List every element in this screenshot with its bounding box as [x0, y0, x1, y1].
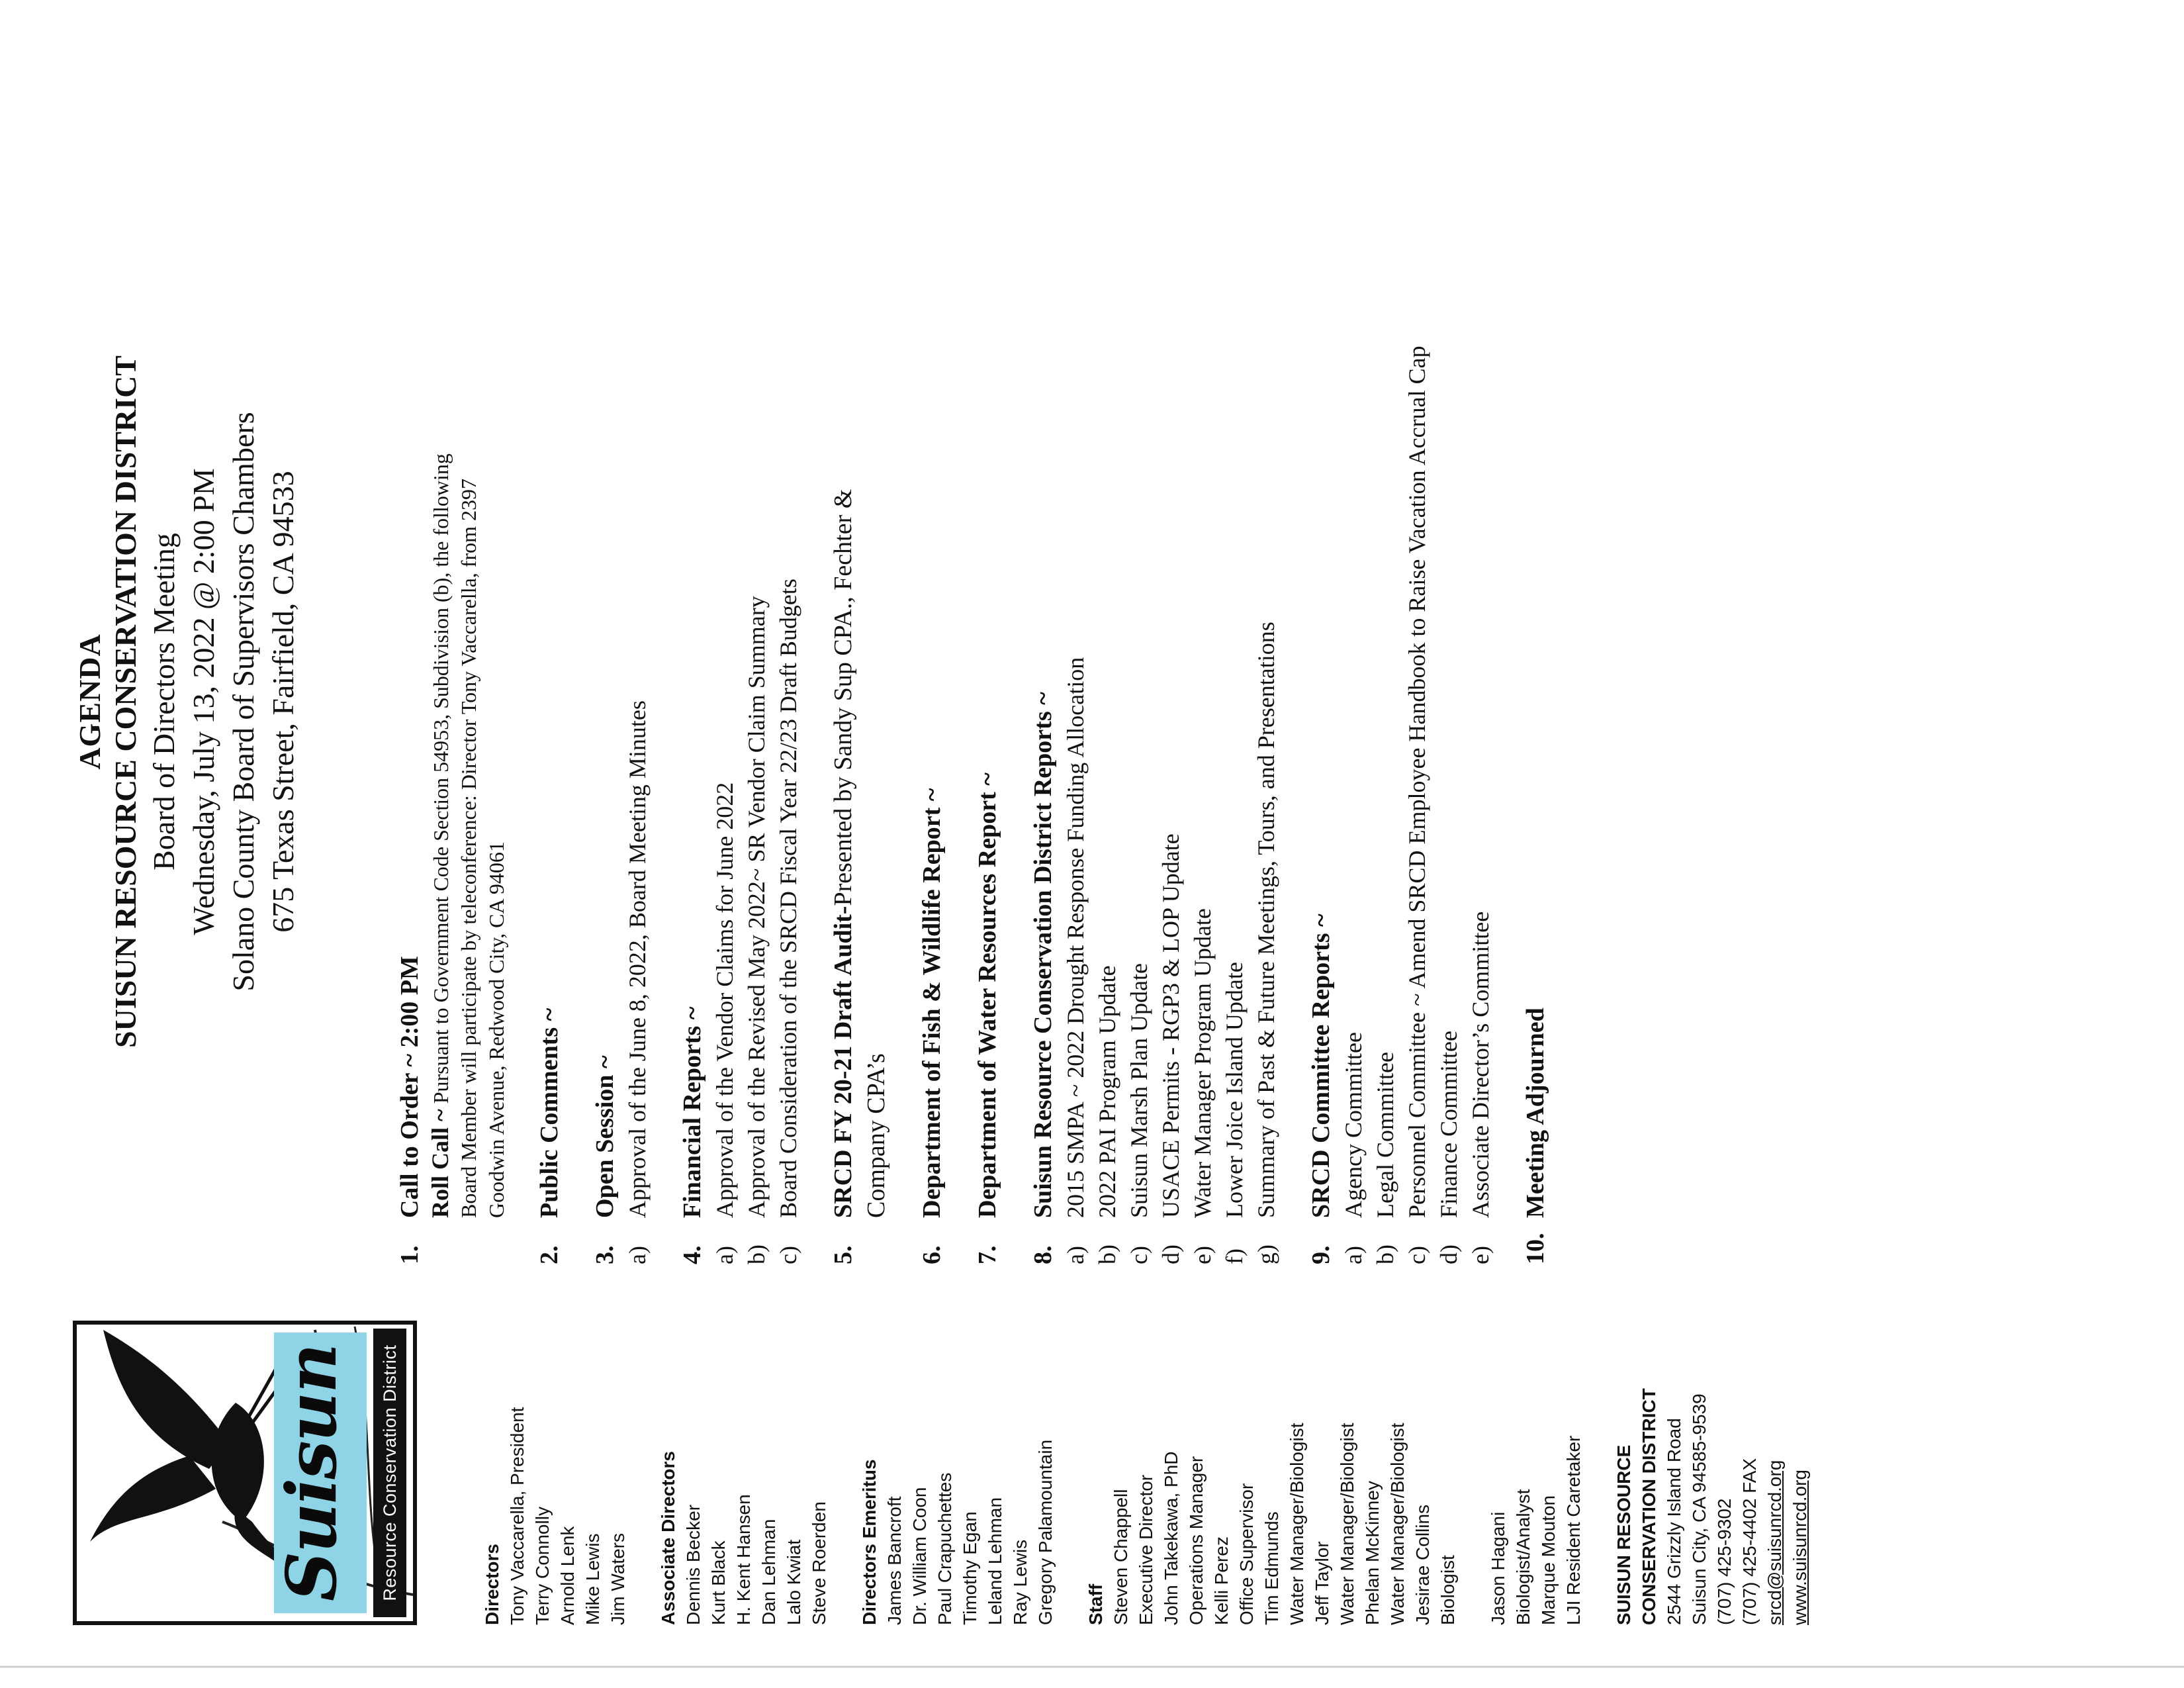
sub-text: USACE Permits - RGP3 & LOP Update — [1158, 833, 1184, 1218]
staff-line: Water Manager/Biologist — [1387, 1423, 1408, 1625]
contact-email-link[interactable]: srcd@suisunrcd.org — [1764, 1460, 1785, 1625]
staff-line: Operations Manager — [1186, 1456, 1206, 1625]
director-name: Jim Waters — [608, 1533, 628, 1625]
item-number: 2. — [535, 1245, 563, 1264]
sub-text: 2015 SMPA ~ 2022 Drought Response Funding Allocation — [1062, 657, 1089, 1218]
staff-line: Office Supervisor — [1236, 1483, 1257, 1625]
sub-letter: d) — [1435, 1244, 1462, 1264]
sub-text: Suisun Marsh Plan Update — [1126, 963, 1152, 1218]
agenda-title: AGENDA — [73, 633, 107, 770]
associate-directors-heading: Associate Directors — [658, 1450, 678, 1625]
associate-director-name: Steve Roerden — [809, 1501, 829, 1625]
emeritus-name: James Bancroft — [884, 1496, 905, 1625]
director-name: Terry Connolly — [532, 1507, 553, 1625]
staff-line: Jeff Taylor — [1312, 1541, 1332, 1625]
sub-text: Approval of the Revised May 2022~ SR Vendor Claim Summary — [743, 596, 770, 1218]
item-number: 10. — [1522, 1233, 1549, 1264]
contact-org-line2: CONSERVATION DISTRICT — [1639, 1388, 1659, 1625]
sub-text: 2022 PAI Program Update — [1094, 965, 1120, 1218]
staff-line: Tim Edmunds — [1261, 1511, 1282, 1625]
item-title: Suisun Resource Conservation District Reports ~ — [1029, 692, 1057, 1218]
contact-address1: 2544 Grizzly Island Road — [1664, 1418, 1684, 1625]
directors-heading: Directors — [482, 1544, 502, 1625]
emeritus-name: Timothy Egan — [960, 1511, 980, 1625]
item-number: 9. — [1307, 1245, 1335, 1264]
meeting-title: Board of Directors Meeting — [147, 533, 181, 870]
contact-address2: Suisun City, CA 94585-9539 — [1689, 1393, 1709, 1625]
roll-call-text: Goodwin Avenue, Redwood City, CA 94061 — [484, 841, 508, 1218]
sub-letter: a) — [624, 1246, 651, 1264]
item-title: Financial Reports ~ — [678, 1006, 706, 1218]
item-title: Department of Water Resources Report ~ — [974, 773, 1001, 1218]
sub-letter: b) — [743, 1244, 770, 1264]
sub-text: Summary of Past & Future Meetings, Tours, and Presentations — [1253, 622, 1279, 1218]
staff-line: Marque Mouton — [1538, 1495, 1559, 1625]
sub-text: Legal Committee — [1372, 1052, 1398, 1218]
associate-director-name: H. Kent Hansen — [733, 1494, 754, 1625]
staff-line: Jesirae Collins — [1412, 1504, 1433, 1625]
staff-heading: Staff — [1085, 1583, 1106, 1625]
staff-line: Phelan McKinney — [1362, 1481, 1383, 1625]
staff-line: Water Manager/Biologist — [1337, 1423, 1357, 1625]
item-number: 5. — [829, 1245, 857, 1264]
roll-call-label: Roll Call ~ — [427, 1109, 453, 1218]
sub-text: Agency Committee — [1340, 1032, 1367, 1218]
director-name: Mike Lewis — [582, 1533, 603, 1625]
staff-line: John Takekawa, PhD — [1161, 1451, 1181, 1625]
sub-letter: c) — [1126, 1246, 1152, 1264]
associate-director-name: Dennis Becker — [683, 1504, 704, 1625]
sub-text: Approval of the June 8, 2022, Board Meeting Minutes — [624, 700, 651, 1218]
logo-strip-text: Resource Conservation District — [373, 1329, 406, 1617]
item-title: Open Session ~ — [591, 1055, 619, 1218]
emeritus-name: Gregory Palamountain — [1035, 1439, 1056, 1625]
sub-text: Lower Joice Island Update — [1221, 962, 1248, 1218]
staff-line: Steven Chappell — [1111, 1489, 1131, 1625]
item-title: Call to Order ~ 2:00 PM — [396, 956, 424, 1218]
item-title: Public Comments ~ — [535, 1008, 563, 1218]
meeting-location: Solano County Board of Supervisors Chambers — [226, 412, 260, 992]
staff-line: Jason Hagani — [1488, 1511, 1508, 1625]
item-number: 8. — [1029, 1245, 1057, 1264]
contact-phone: (707) 425-9302 — [1714, 1498, 1735, 1625]
director-name: Arnold Lenk — [557, 1526, 578, 1625]
emeritus-name: Ray Lewis — [1010, 1539, 1030, 1625]
director-name: Tony Vaccarella, President — [507, 1407, 527, 1625]
sub-letter: d) — [1158, 1244, 1184, 1264]
sub-text: Approval of the Vendor Claims for June 2022 — [711, 782, 738, 1218]
item-continuation: Company CPA’s — [862, 1053, 890, 1218]
org-title: SUISUN RESOURCE CONSERVATION DISTRICT — [109, 355, 142, 1049]
roll-call-text: Board Member will participate by teleconference: Director Tony Vaccarella, from 2397 — [457, 478, 480, 1218]
item-title: SRCD Committee Reports ~ — [1307, 914, 1335, 1218]
sub-text: Associate Director’s Committee — [1467, 911, 1494, 1218]
sub-letter: a) — [1062, 1246, 1089, 1264]
sub-letter: b) — [1372, 1244, 1398, 1264]
staff-line: Kelli Perez — [1211, 1536, 1232, 1625]
staff-line: Executive Director — [1136, 1474, 1156, 1625]
associate-director-name: Kurt Black — [708, 1540, 729, 1625]
staff-line: Biologist — [1437, 1555, 1458, 1625]
sub-letter: c) — [775, 1246, 801, 1264]
sub-letter: a) — [711, 1246, 738, 1264]
logo-script-text: Suisun — [271, 1344, 352, 1601]
meeting-datetime: Wednesday, July 13, 2022 @ 2:00 PM — [187, 468, 220, 935]
contact-fax: (707) 425-4402 FAX — [1739, 1458, 1760, 1625]
staff-line: Water Manager/Biologist — [1287, 1423, 1307, 1625]
item-number: 1. — [396, 1245, 424, 1264]
sub-letter: g) — [1253, 1244, 1279, 1264]
sub-letter: e) — [1189, 1246, 1216, 1264]
contact-website-link[interactable]: www.suisunrcd.org — [1790, 1470, 1810, 1625]
item-title: SRCD FY 20-21 Draft Audit- — [829, 906, 857, 1218]
contact-org-line1: SUISUN RESOURCE — [1614, 1444, 1634, 1625]
roll-call-text: Pursuant to Government Code Section 54953, Subdivision (b), the following — [429, 453, 453, 1109]
item-number: 3. — [591, 1245, 619, 1264]
associate-director-name: Lalo Kwiat — [784, 1539, 804, 1625]
sub-letter: b) — [1094, 1244, 1120, 1264]
sub-letter: a) — [1340, 1246, 1367, 1264]
associate-director-name: Dan Lehman — [758, 1519, 779, 1625]
sub-text: Board Consideration of the SRCD Fiscal Year 22/23 Draft Budgets — [775, 579, 801, 1218]
sub-text: Finance Committee — [1435, 1031, 1462, 1218]
emeritus-name: Paul Crapuchettes — [934, 1472, 955, 1625]
staff-line: LJI Resident Caretaker — [1563, 1435, 1584, 1625]
item-title: Department of Fish & Wildlife Report ~ — [918, 788, 946, 1218]
emeritus-name: Leland Lehman — [985, 1497, 1005, 1625]
staff-line: Biologist/Analyst — [1513, 1489, 1533, 1625]
sub-text: Personnel Committee ~ Amend SRCD Employee Handbook to Raise Vacation Accrual Cap — [1404, 346, 1430, 1218]
item-title: Meeting Adjourned — [1522, 1008, 1549, 1218]
directors-emeritus-heading: Directors Emeritus — [859, 1459, 880, 1625]
emeritus-name: Dr. William Coon — [909, 1487, 930, 1625]
sub-letter: e) — [1467, 1246, 1494, 1264]
item-number: 7. — [974, 1245, 1001, 1264]
item-number: 6. — [918, 1245, 946, 1264]
sub-text: Water Manager Program Update — [1189, 908, 1216, 1218]
meeting-address: 675 Texas Street, Fairfield, CA 94533 — [266, 471, 300, 933]
sub-letter: f) — [1221, 1248, 1248, 1264]
item-detail: Presented by Sandy Sup CPA., Fechter & — [829, 489, 857, 906]
sub-letter: c) — [1404, 1246, 1430, 1264]
item-number: 4. — [678, 1245, 706, 1264]
